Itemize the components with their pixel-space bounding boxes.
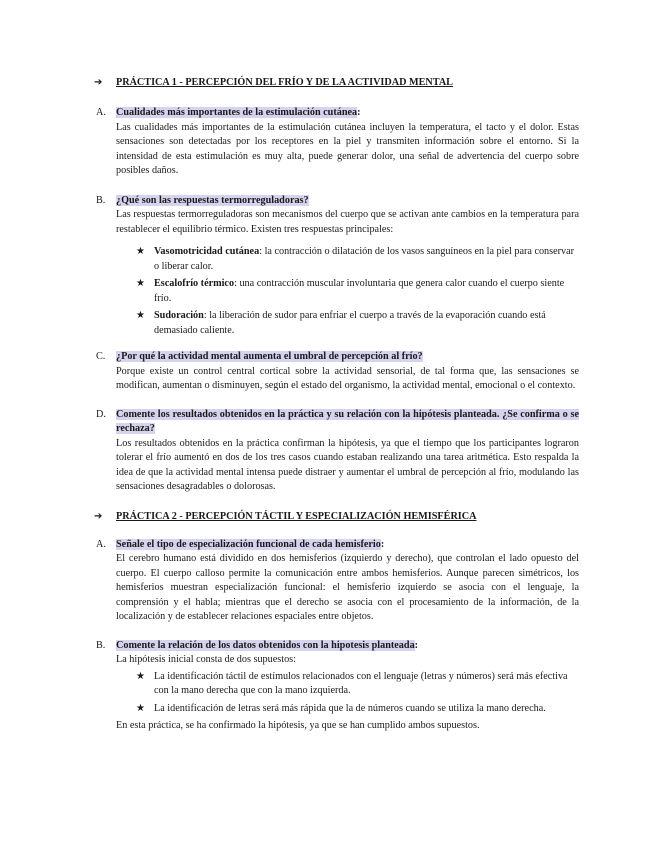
question-highlight: Señale el tipo de especialización funcional de cada hemisferio	[116, 538, 381, 550]
section-letter: B.	[96, 194, 106, 206]
bullet-term: Vasomotricidad cutánea	[154, 246, 260, 257]
section-2a	[0, 538, 579, 625]
question-highlight: ¿Por qué la actividad mental aumenta el umbral de percepción al frío?	[116, 351, 423, 362]
star-icon: ★	[136, 278, 145, 289]
section-letter: C.	[96, 351, 106, 362]
bullet-list	[116, 245, 579, 338]
list-item	[116, 309, 579, 338]
section-1d	[0, 408, 579, 495]
question-highlight: Comente la relación de los datos obtenidos con la hipotesis planteada	[116, 639, 415, 651]
section-text: La hipótesis inicial consta de dos supuestos:	[116, 654, 296, 665]
section-2b	[0, 639, 579, 734]
star-icon: ★	[136, 702, 145, 714]
section-question: Comente la relación de los datos obtenidos con la hipotesis planteada:	[116, 639, 419, 651]
section-text: Porque existe un control central cortical sobre la actividad sensorial, de tal forma que, las sensaciones se modifican, aumentan o disminuyen, según el estado del organismo, la actividad mental, emocional o el contexto.	[116, 365, 579, 391]
question-highlight: Cualidades más importantes de la estimulación cutánea	[116, 107, 358, 118]
section-question: Señale el tipo de especialización funcional de cada hemisferio:	[116, 538, 385, 550]
bullet-desc: : una contracción muscular involuntaria que genera calor cuando el cuerpo siente frío.	[154, 278, 565, 304]
section-text: Las respuestas termorreguladoras son mecanismos del cuerpo que se activan ante cambios en la temperatura para restablecer el equilibrio térmico. Existen tres respuestas principales:	[116, 209, 579, 235]
practice-2-title: PRÁCTICA 2 - PERCEPCIÓN TÁCTIL Y ESPECIALIZACIÓN HEMISFÉRICA	[116, 510, 477, 522]
section-question	[116, 350, 579, 365]
practice-2-heading	[0, 510, 556, 524]
section-closing-text: En esta práctica, se ha confirmado la hipótesis, ya que se han cumplido ambos supuestos.	[116, 720, 480, 731]
practice-1-heading	[0, 76, 556, 90]
bullet-desc: : la contracción o dilatación de los vasos sanguíneos en la piel para conservar o liberar calor.	[154, 246, 575, 272]
star-icon: ★	[136, 246, 145, 257]
list-item	[116, 245, 579, 274]
section-letter: D.	[96, 408, 106, 420]
arrow-icon: ➔	[94, 510, 103, 522]
bullet-term: Sudoración	[154, 310, 204, 321]
section-1b	[0, 194, 579, 339]
list-item	[116, 702, 579, 717]
section-text: Los resultados obtenidos en la práctica confirman la hipótesis, ya que el tiempo que los participantes lograron tolerar el frío aumentó en dos de los tres casos cuando estaban realizando una tarea aritmética. Esto respalda la idea de que la actividad mental intensa puede distraer y aumentar el umbral de percepción al frío, modulando las sensaciones desagradables o dolorosas.	[116, 437, 579, 492]
section-question	[116, 408, 579, 437]
list-item	[116, 670, 579, 699]
section-text: Las cualidades más importantes de la estimulación cutánea incluyen la temperatura, el tacto y el dolor. Estas sensaciones son detectadas por los receptores en la piel y transmiten información sobre el entorno. Si la intensidad de esta estimulación es muy alta, puede generar dolor, una señal de advertencia del cuerpo sobre posibles daños.	[116, 121, 579, 176]
bullet-desc: La identificación táctil de estímulos relacionados con el lenguaje (letras y números) será más efectiva con la mano derecha que con la mano izquierda.	[154, 670, 568, 696]
section-letter: B.	[96, 639, 106, 651]
arrow-icon: ➔	[94, 77, 103, 88]
section-1c	[0, 350, 579, 394]
bullet-term: Escalofrío térmico	[154, 278, 235, 289]
bullet-desc: : la liberación de sudor para enfriar el cuerpo a través de la evaporación cuando está demasiado caliente.	[154, 310, 546, 336]
star-icon: ★	[136, 310, 145, 321]
section-letter: A.	[96, 538, 106, 550]
section-letter: A.	[96, 107, 106, 118]
bullet-list	[116, 670, 579, 717]
question-highlight: Comente los resultados obtenidos en la práctica y su relación con la hipótesis planteada. ¿Se confirma o se rechaza?	[116, 408, 579, 434]
section-question: Cualidades más importantes de la estimulación cutánea:	[116, 107, 361, 118]
section-text: El cerebro humano está dividido en dos hemisferios (izquierdo y derecho), que controlan el lado opuesto del cuerpo. El cuerpo calloso permite la comunicación entre ambos hemisferios. Aunque parecen simétricos, los hemisferios muestran especialización funcional: el hemisferio izquierdo se asocia con el lenguaje, la comprensión y el habla; mientras que el derecho se asocia con el procesamiento de la información, de la localización y de establecer relaciones espaciales entre objetos.	[116, 553, 579, 622]
star-icon: ★	[136, 670, 145, 682]
section-1a	[0, 106, 579, 179]
question-highlight: ¿Qué son las respuestas termorreguladoras?	[116, 194, 309, 206]
list-item	[116, 277, 579, 306]
section-question	[116, 194, 579, 209]
practice-1-title: PRÁCTICA 1 - PERCEPCIÓN DEL FRÍO Y DE LA ACTIVIDAD MENTAL	[116, 77, 453, 88]
bullet-desc: La identificación de letras será más rápida que la de números cuando se utiliza la mano derecha.	[154, 702, 546, 714]
